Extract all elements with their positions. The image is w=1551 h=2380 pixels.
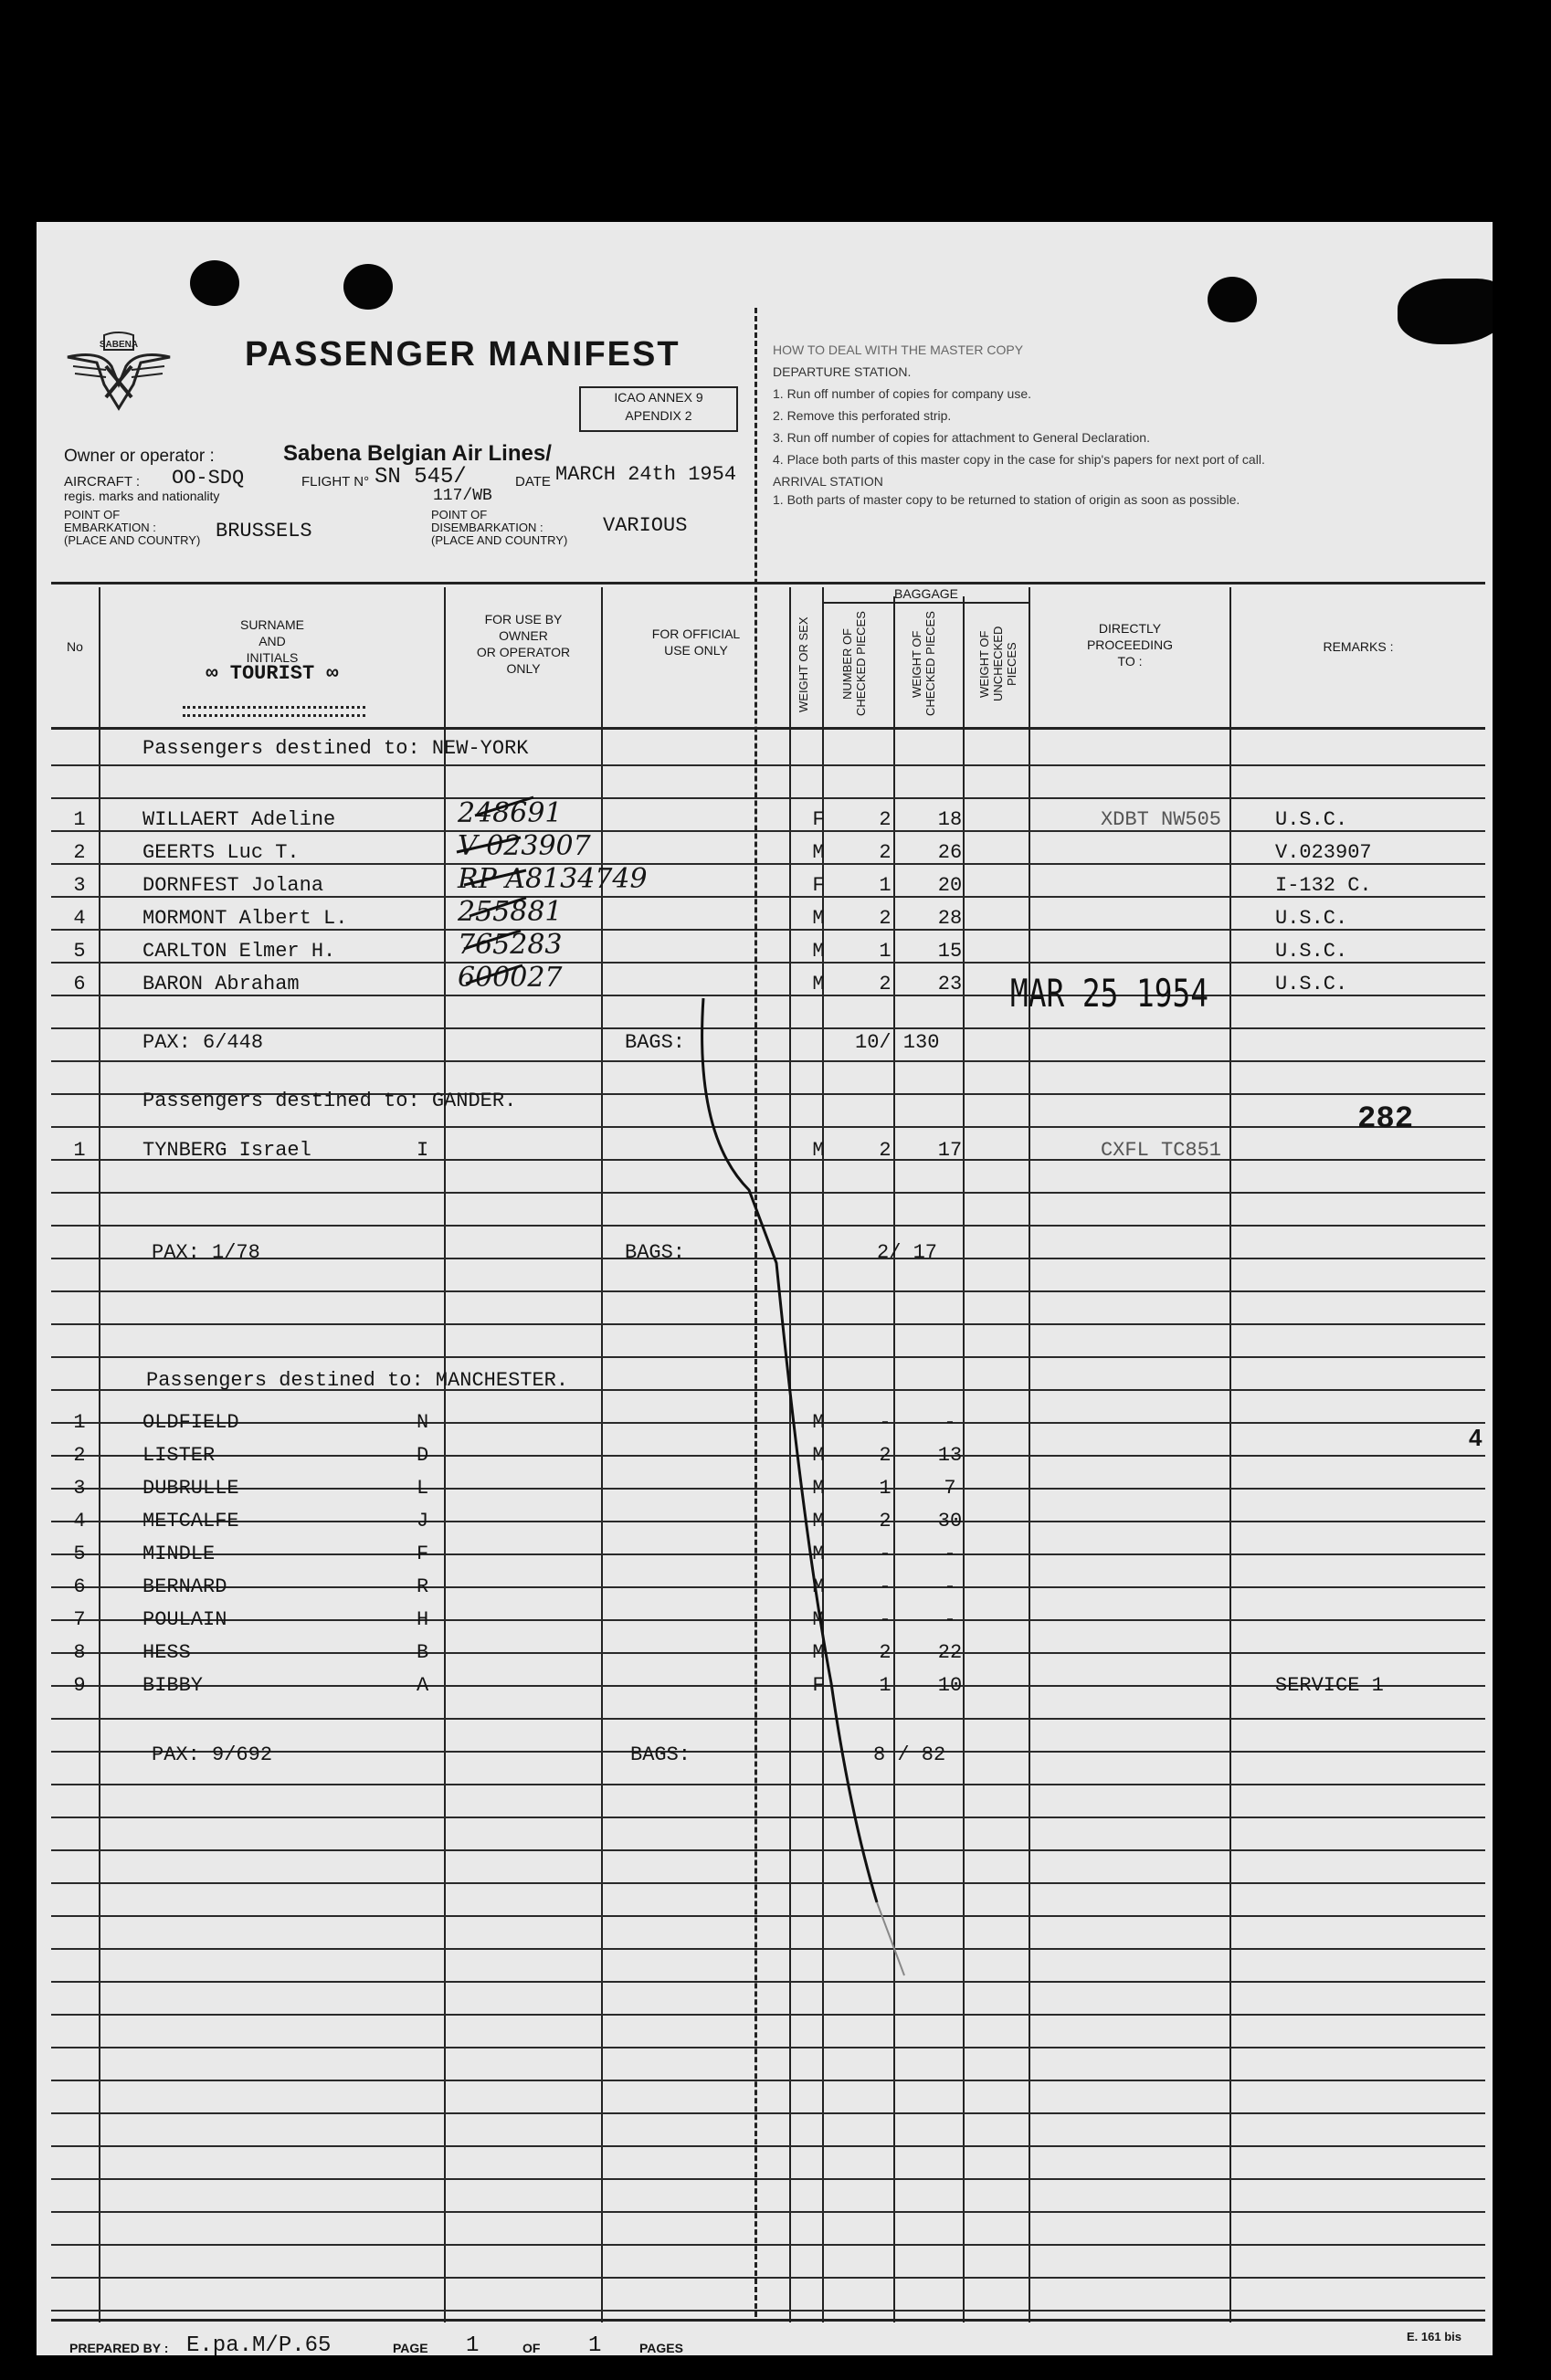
ruled-line xyxy=(51,2211,1485,2213)
row-number: 2 xyxy=(73,841,86,864)
col-surname-header xyxy=(100,616,444,685)
icao-line-1: ICAO ANNEX 9 xyxy=(614,390,703,405)
bag-count: 2 xyxy=(879,973,892,995)
page-value: 1 xyxy=(466,2333,480,2355)
section-heading-row xyxy=(51,732,1485,764)
disembark-label xyxy=(431,509,567,547)
date-stamp: MAR 25 1954 xyxy=(1010,971,1208,1016)
passenger-name: DORNFEST Jolana xyxy=(142,874,324,897)
passenger-initial: D xyxy=(417,1444,429,1467)
row-number: 2 xyxy=(73,1444,86,1467)
direct-2: PROCEEDING xyxy=(1086,637,1174,652)
passenger-name: MORMONT Albert L. xyxy=(142,907,348,930)
passenger-name: WILLAERT Adeline xyxy=(142,808,336,831)
bag-count: 1 xyxy=(879,874,892,897)
remark: U.S.C. xyxy=(1275,907,1348,930)
passenger-sex: M xyxy=(812,1411,825,1434)
row-number: 5 xyxy=(73,1543,86,1565)
table-row xyxy=(51,896,1485,934)
direct-flight: CXFL TC851 xyxy=(1100,1139,1222,1162)
bag-weight: 13 xyxy=(937,1444,963,1467)
surname-line-1: SURNAME xyxy=(239,617,304,632)
embark-label-1: POINT OF xyxy=(64,508,121,521)
owner-use-1: FOR USE BY xyxy=(484,612,563,627)
col-sex-header: WEIGHT OR SEX xyxy=(797,616,810,713)
section-heading: Passengers destined to: NEW-YORK xyxy=(142,737,529,760)
bag-count: 2 xyxy=(879,808,892,831)
passenger-sex: M xyxy=(812,1139,825,1162)
remark: U.S.C. xyxy=(1275,940,1348,963)
passenger-name: HESS xyxy=(142,1641,191,1664)
bag-weight: 10 xyxy=(937,1674,963,1697)
flight-label: FLIGHT N° xyxy=(301,474,370,490)
bag-count: - xyxy=(879,1543,892,1565)
of-label: OF xyxy=(522,2341,541,2355)
owner-value: Sabena Belgian Air Lines/ xyxy=(283,441,552,466)
bag-weight: 22 xyxy=(937,1641,963,1664)
class-label: ∞ TOURIST ∞ xyxy=(206,662,339,685)
surname-line-2: AND xyxy=(258,634,286,648)
col-owner-header xyxy=(446,611,601,677)
bag-count: 2 xyxy=(879,1444,892,1467)
owner-number: 600027 xyxy=(458,962,563,994)
pax-total: PAX: 9/692 xyxy=(152,1743,273,1766)
passenger-name: TYNBERG Israel xyxy=(142,1139,311,1162)
owner-use-2: OWNER xyxy=(499,628,548,643)
torn-corner xyxy=(1398,279,1493,344)
pax-total: PAX: 1/78 xyxy=(152,1241,260,1264)
passenger-initial: L xyxy=(417,1477,429,1500)
passenger-initial: R xyxy=(417,1575,429,1598)
passenger-name: GEERTS Luc T. xyxy=(142,841,300,864)
bag-weight: 26 xyxy=(937,841,963,864)
side-mark: 4 xyxy=(1469,1424,1482,1451)
row-number: 7 xyxy=(73,1608,86,1631)
bag-count: 1 xyxy=(879,1674,892,1697)
logo-text: SABENA xyxy=(99,340,139,350)
direct-3: TO : xyxy=(1117,654,1143,669)
ruled-line xyxy=(51,2112,1485,2114)
passenger-sex: F xyxy=(812,808,825,831)
embark-value: BRUSSELS xyxy=(216,520,312,542)
page-title: PASSENGER MANIFEST xyxy=(245,335,681,374)
owner-number: 255881 xyxy=(458,896,563,928)
owner-use-4: ONLY xyxy=(506,661,541,676)
bags-total: 10/ 130 xyxy=(855,1031,940,1054)
prepared-label: PREPARED BY : xyxy=(69,2341,169,2355)
official-1: FOR OFFICIAL xyxy=(651,627,741,641)
passenger-sex: M xyxy=(812,907,825,930)
passenger-initial: N xyxy=(417,1411,429,1434)
instructions-block xyxy=(773,339,1412,507)
date-value: MARCH 24th 1954 xyxy=(555,463,737,486)
table-row xyxy=(51,830,1485,869)
bag-count: - xyxy=(879,1575,892,1598)
col-direct-header xyxy=(1030,620,1229,669)
passenger-sex: M xyxy=(812,1477,825,1500)
bags-total: 8 / 82 xyxy=(873,1743,946,1766)
passenger-name: BERNARD xyxy=(142,1575,227,1598)
punch-hole xyxy=(343,264,393,310)
icao-box xyxy=(579,386,738,432)
bag-weight: 30 xyxy=(937,1510,963,1532)
handwritten-stroke xyxy=(676,989,1005,1994)
instructions-arrival: ARRIVAL STATION xyxy=(773,474,883,489)
passenger-sex: F xyxy=(812,1674,825,1697)
instructions-d1: 1. Run off number of copies for company use. xyxy=(773,386,1032,401)
passenger-initial: B xyxy=(417,1641,429,1664)
bag-weight: - xyxy=(944,1608,956,1631)
ruled-line xyxy=(51,2277,1485,2279)
pages-value: 1 xyxy=(588,2333,602,2355)
baggage-divider xyxy=(822,602,1029,604)
bags-total: 2/ 17 xyxy=(877,1241,938,1264)
passenger-initial: A xyxy=(417,1674,429,1697)
manifest-sheet xyxy=(37,222,1493,2355)
owner-number: RP A8134749 xyxy=(458,863,648,895)
passenger-initial: H xyxy=(417,1608,429,1631)
passenger-name: BARON Abraham xyxy=(142,973,300,995)
bag-count: 1 xyxy=(879,1477,892,1500)
row-number: 4 xyxy=(73,907,86,930)
instructions-d4: 4. Place both parts of this master copy in the case for ship's papers for next port of call. xyxy=(773,452,1265,467)
form-number: E. 161 bis xyxy=(1407,2330,1461,2343)
surname-line-3: INITIALS xyxy=(246,650,299,665)
passenger-sex: F xyxy=(812,874,825,897)
bag-weight: 18 xyxy=(937,808,963,831)
pages-label: PAGES xyxy=(639,2341,683,2355)
table-row xyxy=(51,929,1485,967)
bag-count: 2 xyxy=(879,907,892,930)
handwritten-ticks xyxy=(420,779,548,1007)
row-number: 6 xyxy=(73,973,86,995)
bag-count: 2 xyxy=(879,841,892,864)
section-heading: Passengers destined to: GANDER. xyxy=(142,1090,517,1112)
passenger-sex: M xyxy=(812,973,825,995)
passenger-sex: M xyxy=(812,1543,825,1565)
date-label: DATE xyxy=(515,474,551,490)
passenger-sex: M xyxy=(812,1641,825,1664)
ruled-line xyxy=(51,2310,1485,2312)
remark: SERVICE 1 xyxy=(1275,1674,1384,1697)
disembark-value: VARIOUS xyxy=(603,514,688,537)
bags-label: BAGS: xyxy=(625,1031,686,1054)
punch-hole xyxy=(190,260,239,306)
class-value: TOURIST xyxy=(229,662,315,685)
embark-label-2: EMBARKATION : xyxy=(64,521,156,534)
ruled-line xyxy=(51,2080,1485,2081)
aircraft-value: OO-SDQ xyxy=(172,467,245,490)
col-bag-unchecked-header: WEIGHT OF UNCHECKED PIECES xyxy=(977,626,1018,702)
bag-weight: - xyxy=(944,1411,956,1434)
embark-label-3: (PLACE AND COUNTRY) xyxy=(64,533,201,547)
bag-weight: 17 xyxy=(937,1139,963,1162)
regis-label: regis. marks and nationality xyxy=(64,489,220,503)
remark: U.S.C. xyxy=(1275,973,1348,995)
bag-count: 2 xyxy=(879,1139,892,1162)
passenger-name: LISTER xyxy=(142,1444,216,1467)
ruled-line xyxy=(51,2014,1485,2016)
ruled-line xyxy=(51,2178,1485,2180)
passenger-sex: M xyxy=(812,1444,825,1467)
remark: I-132 C. xyxy=(1275,874,1372,897)
owner-label: Owner or operator : xyxy=(64,447,215,466)
passenger-name: METCALFE xyxy=(142,1510,239,1532)
sabena-logo-icon xyxy=(64,330,174,414)
passenger-name: POULAIN xyxy=(142,1608,227,1631)
passenger-initial: F xyxy=(417,1543,429,1565)
col-official-header xyxy=(603,626,789,658)
row-number: 4 xyxy=(73,1510,86,1532)
passenger-initial: J xyxy=(417,1510,429,1532)
instructions-title: HOW TO DEAL WITH THE MASTER COPY xyxy=(773,342,1024,357)
official-2: USE ONLY xyxy=(664,643,728,658)
bag-weight: 7 xyxy=(944,1477,956,1500)
passenger-name: MINDLE xyxy=(142,1543,216,1565)
bag-count: 2 xyxy=(879,1641,892,1664)
row-number: 1 xyxy=(73,808,86,831)
section-heading: Passengers destined to: MANCHESTER. xyxy=(146,1369,569,1392)
punch-hole xyxy=(1208,277,1257,322)
row-number: 6 xyxy=(73,1575,86,1598)
instructions-d3: 3. Run off number of copies for attachment to General Declaration. xyxy=(773,430,1150,445)
table-row xyxy=(51,863,1485,901)
passenger-sex: M xyxy=(812,1608,825,1631)
direct-flight: XDBT NW505 xyxy=(1100,808,1222,831)
remark: U.S.C. xyxy=(1275,808,1348,831)
ruled-line xyxy=(51,2047,1485,2048)
bag-weight: 15 xyxy=(937,940,963,963)
row-number: 8 xyxy=(73,1641,86,1664)
passenger-sex: M xyxy=(812,1575,825,1598)
col-bag-wt-header: WEIGHT OF CHECKED PIECES xyxy=(910,611,937,717)
row-number: 5 xyxy=(73,940,86,963)
disembark-label-1: POINT OF xyxy=(431,508,488,521)
row-number: 3 xyxy=(73,1477,86,1500)
ruled-line xyxy=(51,797,1485,799)
aircraft-label: AIRCRAFT : xyxy=(64,474,141,490)
passenger-sex: M xyxy=(812,940,825,963)
row-number: 9 xyxy=(73,1674,86,1697)
disembark-label-2: DISEMBARKATION : xyxy=(431,521,543,534)
embark-label xyxy=(64,509,200,547)
flight-sub: 117/WB xyxy=(433,487,492,505)
passenger-sex: M xyxy=(812,1510,825,1532)
owner-number: 248691 xyxy=(458,797,563,829)
col-no-header: No xyxy=(67,639,83,654)
row-number: 1 xyxy=(73,1411,86,1434)
instructions-d2: 2. Remove this perforated strip. xyxy=(773,408,952,423)
class-underline xyxy=(183,706,365,717)
ruled-line xyxy=(51,2145,1485,2147)
passenger-name: DUBRULLE xyxy=(142,1477,239,1500)
remark: V.023907 xyxy=(1275,841,1372,864)
bag-weight: - xyxy=(944,1543,956,1565)
bag-weight: 28 xyxy=(937,907,963,930)
row-number: 1 xyxy=(73,1139,86,1162)
ruled-line xyxy=(51,2244,1485,2246)
footer-rule xyxy=(51,2319,1485,2322)
ruled-line xyxy=(51,764,1485,766)
passenger-name: OLDFIELD xyxy=(142,1411,239,1434)
disembark-label-3: (PLACE AND COUNTRY) xyxy=(431,533,568,547)
passenger-name: CARLTON Elmer H. xyxy=(142,940,336,963)
row-number: 3 xyxy=(73,874,86,897)
owner-use-3: OR OPERATOR xyxy=(476,645,571,659)
passenger-name: BIBBY xyxy=(142,1674,204,1697)
pax-total: PAX: 6/448 xyxy=(142,1031,264,1054)
prepared-value: E.pa.M/P.65 xyxy=(186,2333,332,2355)
bag-count: 1 xyxy=(879,940,892,963)
col-bag-num-header: NUMBER OF CHECKED PIECES xyxy=(840,611,868,717)
instructions-a1: 1. Both parts of master copy to be returned to station of origin as soon as possible. xyxy=(773,492,1240,507)
instructions-departure: DEPARTURE STATION. xyxy=(773,364,912,379)
bag-count: - xyxy=(879,1608,892,1631)
bag-weight: 23 xyxy=(937,973,963,995)
bags-label: BAGS: xyxy=(630,1743,691,1766)
table-row xyxy=(51,797,1485,836)
bag-count: 2 xyxy=(879,1510,892,1532)
owner-number: V 023907 xyxy=(458,830,591,862)
owner-number: 765283 xyxy=(458,929,563,961)
number-stamp: 282 xyxy=(1357,1102,1414,1137)
bag-weight: - xyxy=(944,1575,956,1598)
passenger-sex: M xyxy=(812,841,825,864)
baggage-header: BAGGAGE xyxy=(893,586,959,601)
direct-1: DIRECTLY xyxy=(1098,621,1162,636)
passenger-initial: I xyxy=(417,1139,429,1162)
bags-label: BAGS: xyxy=(625,1241,686,1264)
col-remarks-header: REMARKS : xyxy=(1323,639,1394,654)
flight-value: SN 545/ xyxy=(375,465,467,490)
page-label: PAGE xyxy=(393,2341,428,2355)
icao-line-2: APENDIX 2 xyxy=(625,408,692,423)
bag-count: - xyxy=(879,1411,892,1434)
bag-weight: 20 xyxy=(937,874,963,897)
